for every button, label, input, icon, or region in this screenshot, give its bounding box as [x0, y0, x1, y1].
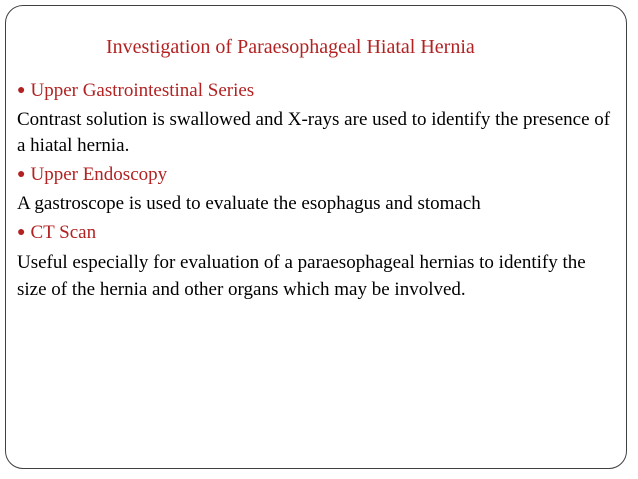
bullet-icon: ● — [17, 83, 26, 98]
section-heading-label: Upper Gastrointestinal Series — [30, 80, 255, 101]
section-heading-ugi — [17, 78, 617, 104]
section-body-endoscopy — [17, 191, 617, 217]
section-heading-label: CT Scan — [30, 222, 97, 243]
section-heading-endoscopy — [17, 162, 617, 188]
section-body-text: A gastroscope is used to evaluate the esophagus and stomach — [17, 193, 481, 214]
slide-content — [17, 78, 617, 306]
section-heading-ct-scan — [17, 220, 617, 246]
section-body-ct-scan — [17, 249, 617, 303]
bullet-icon: ● — [17, 167, 26, 182]
slide-title: Investigation of Paraesophageal Hiatal Hernia — [106, 36, 475, 58]
section-body-text: Useful especially for evaluation of a paraesophageal hernias to identify the size of the hernia and other organs which may be involved. — [17, 252, 586, 300]
section-heading-label: Upper Endoscopy — [30, 164, 168, 185]
bullet-icon: ● — [17, 225, 26, 240]
slide-frame — [5, 5, 627, 469]
section-body-ugi — [17, 107, 617, 159]
section-body-text: Contrast solution is swallowed and X-rays are used to identify the presence of a hiatal hernia. — [17, 109, 611, 156]
